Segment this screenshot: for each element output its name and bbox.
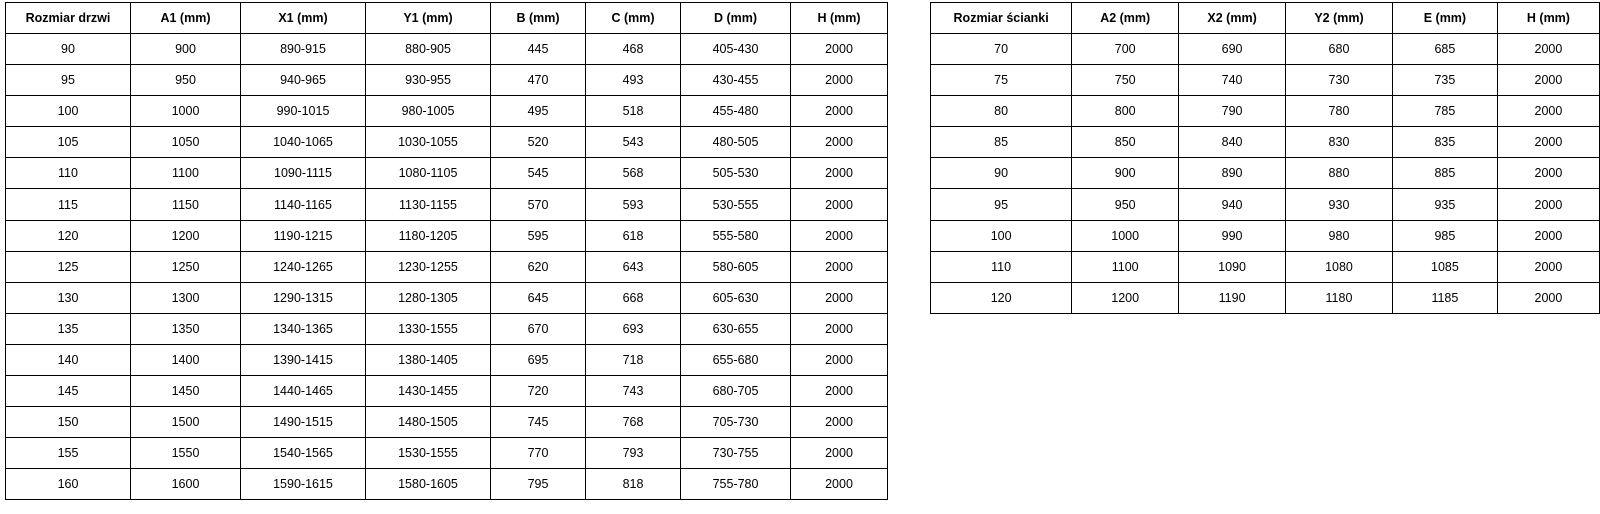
table-cell: 1400 <box>131 344 241 375</box>
table-cell: 555-580 <box>681 220 791 251</box>
table-cell: 95 <box>931 189 1072 220</box>
table-cell: 480-505 <box>681 127 791 158</box>
table-cell: 740 <box>1179 65 1286 96</box>
table-cell: 1350 <box>131 313 241 344</box>
table-cell: 2000 <box>1497 220 1599 251</box>
table-cell: 125 <box>6 251 131 282</box>
table-cell: 135 <box>6 313 131 344</box>
walls-specification-table-container <box>930 2 1600 314</box>
table-cell: 950 <box>131 65 241 96</box>
table-cell: 930 <box>1286 189 1393 220</box>
table-cell: 2000 <box>791 438 888 469</box>
table-cell: 595 <box>491 220 586 251</box>
table-cell: 545 <box>491 158 586 189</box>
table-cell: 835 <box>1392 127 1497 158</box>
table-cell: 85 <box>931 127 1072 158</box>
table-cell: 530-555 <box>681 189 791 220</box>
table-cell: 1190-1215 <box>241 220 366 251</box>
column-header: B (mm) <box>491 3 586 34</box>
table-cell: 885 <box>1392 158 1497 189</box>
table-cell: 645 <box>491 282 586 313</box>
table-cell: 115 <box>6 189 131 220</box>
table-row <box>931 158 1600 189</box>
table-cell: 430-455 <box>681 65 791 96</box>
table-cell: 470 <box>491 65 586 96</box>
table-cell: 80 <box>931 96 1072 127</box>
table-cell: 850 <box>1072 127 1179 158</box>
table-cell: 2000 <box>1497 34 1599 65</box>
table-cell: 505-530 <box>681 158 791 189</box>
table-cell: 795 <box>491 469 586 500</box>
table-cell: 668 <box>586 282 681 313</box>
column-header: Rozmiar drzwi <box>6 3 131 34</box>
table-cell: 680-705 <box>681 376 791 407</box>
table-cell: 580-605 <box>681 251 791 282</box>
table-cell: 1530-1555 <box>366 438 491 469</box>
table-cell: 890 <box>1179 158 1286 189</box>
table-cell: 75 <box>931 65 1072 96</box>
table-header-row <box>931 3 1600 34</box>
table-row <box>931 96 1600 127</box>
table-cell: 718 <box>586 344 681 375</box>
column-header: Y2 (mm) <box>1286 3 1393 34</box>
table-row <box>6 189 888 220</box>
table-cell: 1100 <box>131 158 241 189</box>
table-cell: 1140-1165 <box>241 189 366 220</box>
table-cell: 1200 <box>1072 282 1179 313</box>
table-cell: 2000 <box>1497 158 1599 189</box>
table-cell: 880-905 <box>366 34 491 65</box>
table-cell: 543 <box>586 127 681 158</box>
table-cell: 605-630 <box>681 282 791 313</box>
table-cell: 2000 <box>791 469 888 500</box>
table-cell: 110 <box>6 158 131 189</box>
table-cell: 1185 <box>1392 282 1497 313</box>
table-cell: 2000 <box>791 127 888 158</box>
table-row <box>6 282 888 313</box>
table-cell: 685 <box>1392 34 1497 65</box>
column-header: X2 (mm) <box>1179 3 1286 34</box>
table-cell: 2000 <box>791 313 888 344</box>
table-cell: 1330-1555 <box>366 313 491 344</box>
table-cell: 1590-1615 <box>241 469 366 500</box>
table-header-row <box>6 3 888 34</box>
table-cell: 105 <box>6 127 131 158</box>
table-cell: 980 <box>1286 220 1393 251</box>
table-cell: 2000 <box>791 344 888 375</box>
table-cell: 1430-1455 <box>366 376 491 407</box>
table-cell: 720 <box>491 376 586 407</box>
table-cell: 70 <box>931 34 1072 65</box>
table-cell: 120 <box>6 220 131 251</box>
table-cell: 2000 <box>791 65 888 96</box>
table-cell: 1380-1405 <box>366 344 491 375</box>
table-row <box>6 158 888 189</box>
table-cell: 130 <box>6 282 131 313</box>
table-cell: 1540-1565 <box>241 438 366 469</box>
table-row <box>931 220 1600 251</box>
table-cell: 1440-1465 <box>241 376 366 407</box>
table-cell: 2000 <box>1497 189 1599 220</box>
table-cell: 593 <box>586 189 681 220</box>
table-cell: 900 <box>1072 158 1179 189</box>
table-cell: 785 <box>1392 96 1497 127</box>
table-cell: 110 <box>931 251 1072 282</box>
table-cell: 768 <box>586 407 681 438</box>
table-cell: 1480-1505 <box>366 407 491 438</box>
table-row <box>6 407 888 438</box>
table-cell: 880 <box>1286 158 1393 189</box>
table-cell: 1130-1155 <box>366 189 491 220</box>
table-cell: 1090 <box>1179 251 1286 282</box>
table-cell: 2000 <box>791 251 888 282</box>
table-cell: 1200 <box>131 220 241 251</box>
table-cell: 405-430 <box>681 34 791 65</box>
table-cell: 2000 <box>791 407 888 438</box>
table-cell: 1340-1365 <box>241 313 366 344</box>
table-cell: 95 <box>6 65 131 96</box>
table-cell: 2000 <box>791 189 888 220</box>
table-row <box>6 65 888 96</box>
table-cell: 935 <box>1392 189 1497 220</box>
table-cell: 818 <box>586 469 681 500</box>
table-cell: 145 <box>6 376 131 407</box>
table-row <box>931 65 1600 96</box>
table-cell: 1580-1605 <box>366 469 491 500</box>
table-cell: 940 <box>1179 189 1286 220</box>
table-cell: 1390-1415 <box>241 344 366 375</box>
table-cell: 900 <box>131 34 241 65</box>
table-cell: 745 <box>491 407 586 438</box>
table-cell: 630-655 <box>681 313 791 344</box>
table-cell: 1100 <box>1072 251 1179 282</box>
column-header: E (mm) <box>1392 3 1497 34</box>
table-cell: 1180-1205 <box>366 220 491 251</box>
table-cell: 730 <box>1286 65 1393 96</box>
walls-table-body <box>931 34 1600 314</box>
table-cell: 620 <box>491 251 586 282</box>
table-cell: 2000 <box>791 220 888 251</box>
table-row <box>6 220 888 251</box>
table-cell: 743 <box>586 376 681 407</box>
table-row <box>6 469 888 500</box>
table-cell: 693 <box>586 313 681 344</box>
table-cell: 150 <box>6 407 131 438</box>
table-cell: 1000 <box>1072 220 1179 251</box>
table-cell: 1000 <box>131 96 241 127</box>
table-cell: 680 <box>1286 34 1393 65</box>
table-row <box>931 189 1600 220</box>
table-row <box>931 282 1600 313</box>
table-cell: 1300 <box>131 282 241 313</box>
table-cell: 1040-1065 <box>241 127 366 158</box>
table-cell: 2000 <box>791 376 888 407</box>
column-header: X1 (mm) <box>241 3 366 34</box>
table-row <box>6 438 888 469</box>
table-cell: 1500 <box>131 407 241 438</box>
table-cell: 990 <box>1179 220 1286 251</box>
table-row <box>6 96 888 127</box>
table-cell: 950 <box>1072 189 1179 220</box>
table-cell: 770 <box>491 438 586 469</box>
table-cell: 780 <box>1286 96 1393 127</box>
column-header: Y1 (mm) <box>366 3 491 34</box>
table-cell: 930-955 <box>366 65 491 96</box>
table-row <box>6 127 888 158</box>
table-cell: 518 <box>586 96 681 127</box>
table-row <box>931 251 1600 282</box>
table-cell: 1600 <box>131 469 241 500</box>
table-cell: 830 <box>1286 127 1393 158</box>
table-cell: 2000 <box>1497 251 1599 282</box>
table-cell: 120 <box>931 282 1072 313</box>
table-cell: 730-755 <box>681 438 791 469</box>
table-cell: 695 <box>491 344 586 375</box>
table-cell: 2000 <box>1497 65 1599 96</box>
table-cell: 1280-1305 <box>366 282 491 313</box>
doors-specification-table-container <box>5 2 888 500</box>
table-cell: 568 <box>586 158 681 189</box>
walls-table-header <box>931 3 1600 34</box>
table-cell: 1450 <box>131 376 241 407</box>
table-cell: 618 <box>586 220 681 251</box>
table-cell: 755-780 <box>681 469 791 500</box>
table-cell: 140 <box>6 344 131 375</box>
table-cell: 100 <box>931 220 1072 251</box>
table-cell: 100 <box>6 96 131 127</box>
table-cell: 2000 <box>791 34 888 65</box>
column-header: A1 (mm) <box>131 3 241 34</box>
table-cell: 1250 <box>131 251 241 282</box>
doors-table-header <box>6 3 888 34</box>
table-cell: 570 <box>491 189 586 220</box>
table-cell: 643 <box>586 251 681 282</box>
table-row <box>6 344 888 375</box>
table-cell: 1180 <box>1286 282 1393 313</box>
table-cell: 468 <box>586 34 681 65</box>
table-cell: 2000 <box>1497 127 1599 158</box>
doors-specification-table <box>5 2 888 500</box>
table-cell: 990-1015 <box>241 96 366 127</box>
table-cell: 790 <box>1179 96 1286 127</box>
table-cell: 1490-1515 <box>241 407 366 438</box>
table-cell: 800 <box>1072 96 1179 127</box>
walls-specification-table <box>930 2 1600 314</box>
table-cell: 690 <box>1179 34 1286 65</box>
table-cell: 940-965 <box>241 65 366 96</box>
table-row <box>6 376 888 407</box>
table-cell: 655-680 <box>681 344 791 375</box>
table-cell: 985 <box>1392 220 1497 251</box>
table-cell: 1085 <box>1392 251 1497 282</box>
table-cell: 890-915 <box>241 34 366 65</box>
table-cell: 705-730 <box>681 407 791 438</box>
table-cell: 2000 <box>791 158 888 189</box>
table-cell: 155 <box>6 438 131 469</box>
column-header: H (mm) <box>791 3 888 34</box>
table-cell: 1080-1105 <box>366 158 491 189</box>
column-header: C (mm) <box>586 3 681 34</box>
table-cell: 493 <box>586 65 681 96</box>
table-cell: 793 <box>586 438 681 469</box>
table-cell: 520 <box>491 127 586 158</box>
table-cell: 90 <box>6 34 131 65</box>
table-cell: 1050 <box>131 127 241 158</box>
table-cell: 750 <box>1072 65 1179 96</box>
table-row <box>931 34 1600 65</box>
table-cell: 495 <box>491 96 586 127</box>
table-cell: 90 <box>931 158 1072 189</box>
table-row <box>6 251 888 282</box>
table-cell: 1240-1265 <box>241 251 366 282</box>
table-cell: 2000 <box>791 282 888 313</box>
table-cell: 1190 <box>1179 282 1286 313</box>
table-cell: 1550 <box>131 438 241 469</box>
table-cell: 2000 <box>1497 282 1599 313</box>
table-cell: 735 <box>1392 65 1497 96</box>
table-cell: 455-480 <box>681 96 791 127</box>
table-cell: 1080 <box>1286 251 1393 282</box>
table-cell: 445 <box>491 34 586 65</box>
table-cell: 1030-1055 <box>366 127 491 158</box>
column-header: A2 (mm) <box>1072 3 1179 34</box>
table-cell: 1150 <box>131 189 241 220</box>
table-cell: 670 <box>491 313 586 344</box>
table-row <box>931 127 1600 158</box>
table-cell: 1290-1315 <box>241 282 366 313</box>
table-row <box>6 34 888 65</box>
table-cell: 840 <box>1179 127 1286 158</box>
table-cell: 700 <box>1072 34 1179 65</box>
table-row <box>6 313 888 344</box>
table-cell: 980-1005 <box>366 96 491 127</box>
column-header: D (mm) <box>681 3 791 34</box>
column-header: Rozmiar ścianki <box>931 3 1072 34</box>
table-cell: 2000 <box>791 96 888 127</box>
table-cell: 1090-1115 <box>241 158 366 189</box>
table-cell: 160 <box>6 469 131 500</box>
table-cell: 2000 <box>1497 96 1599 127</box>
doors-table-body <box>6 34 888 500</box>
table-cell: 1230-1255 <box>366 251 491 282</box>
column-header: H (mm) <box>1497 3 1599 34</box>
